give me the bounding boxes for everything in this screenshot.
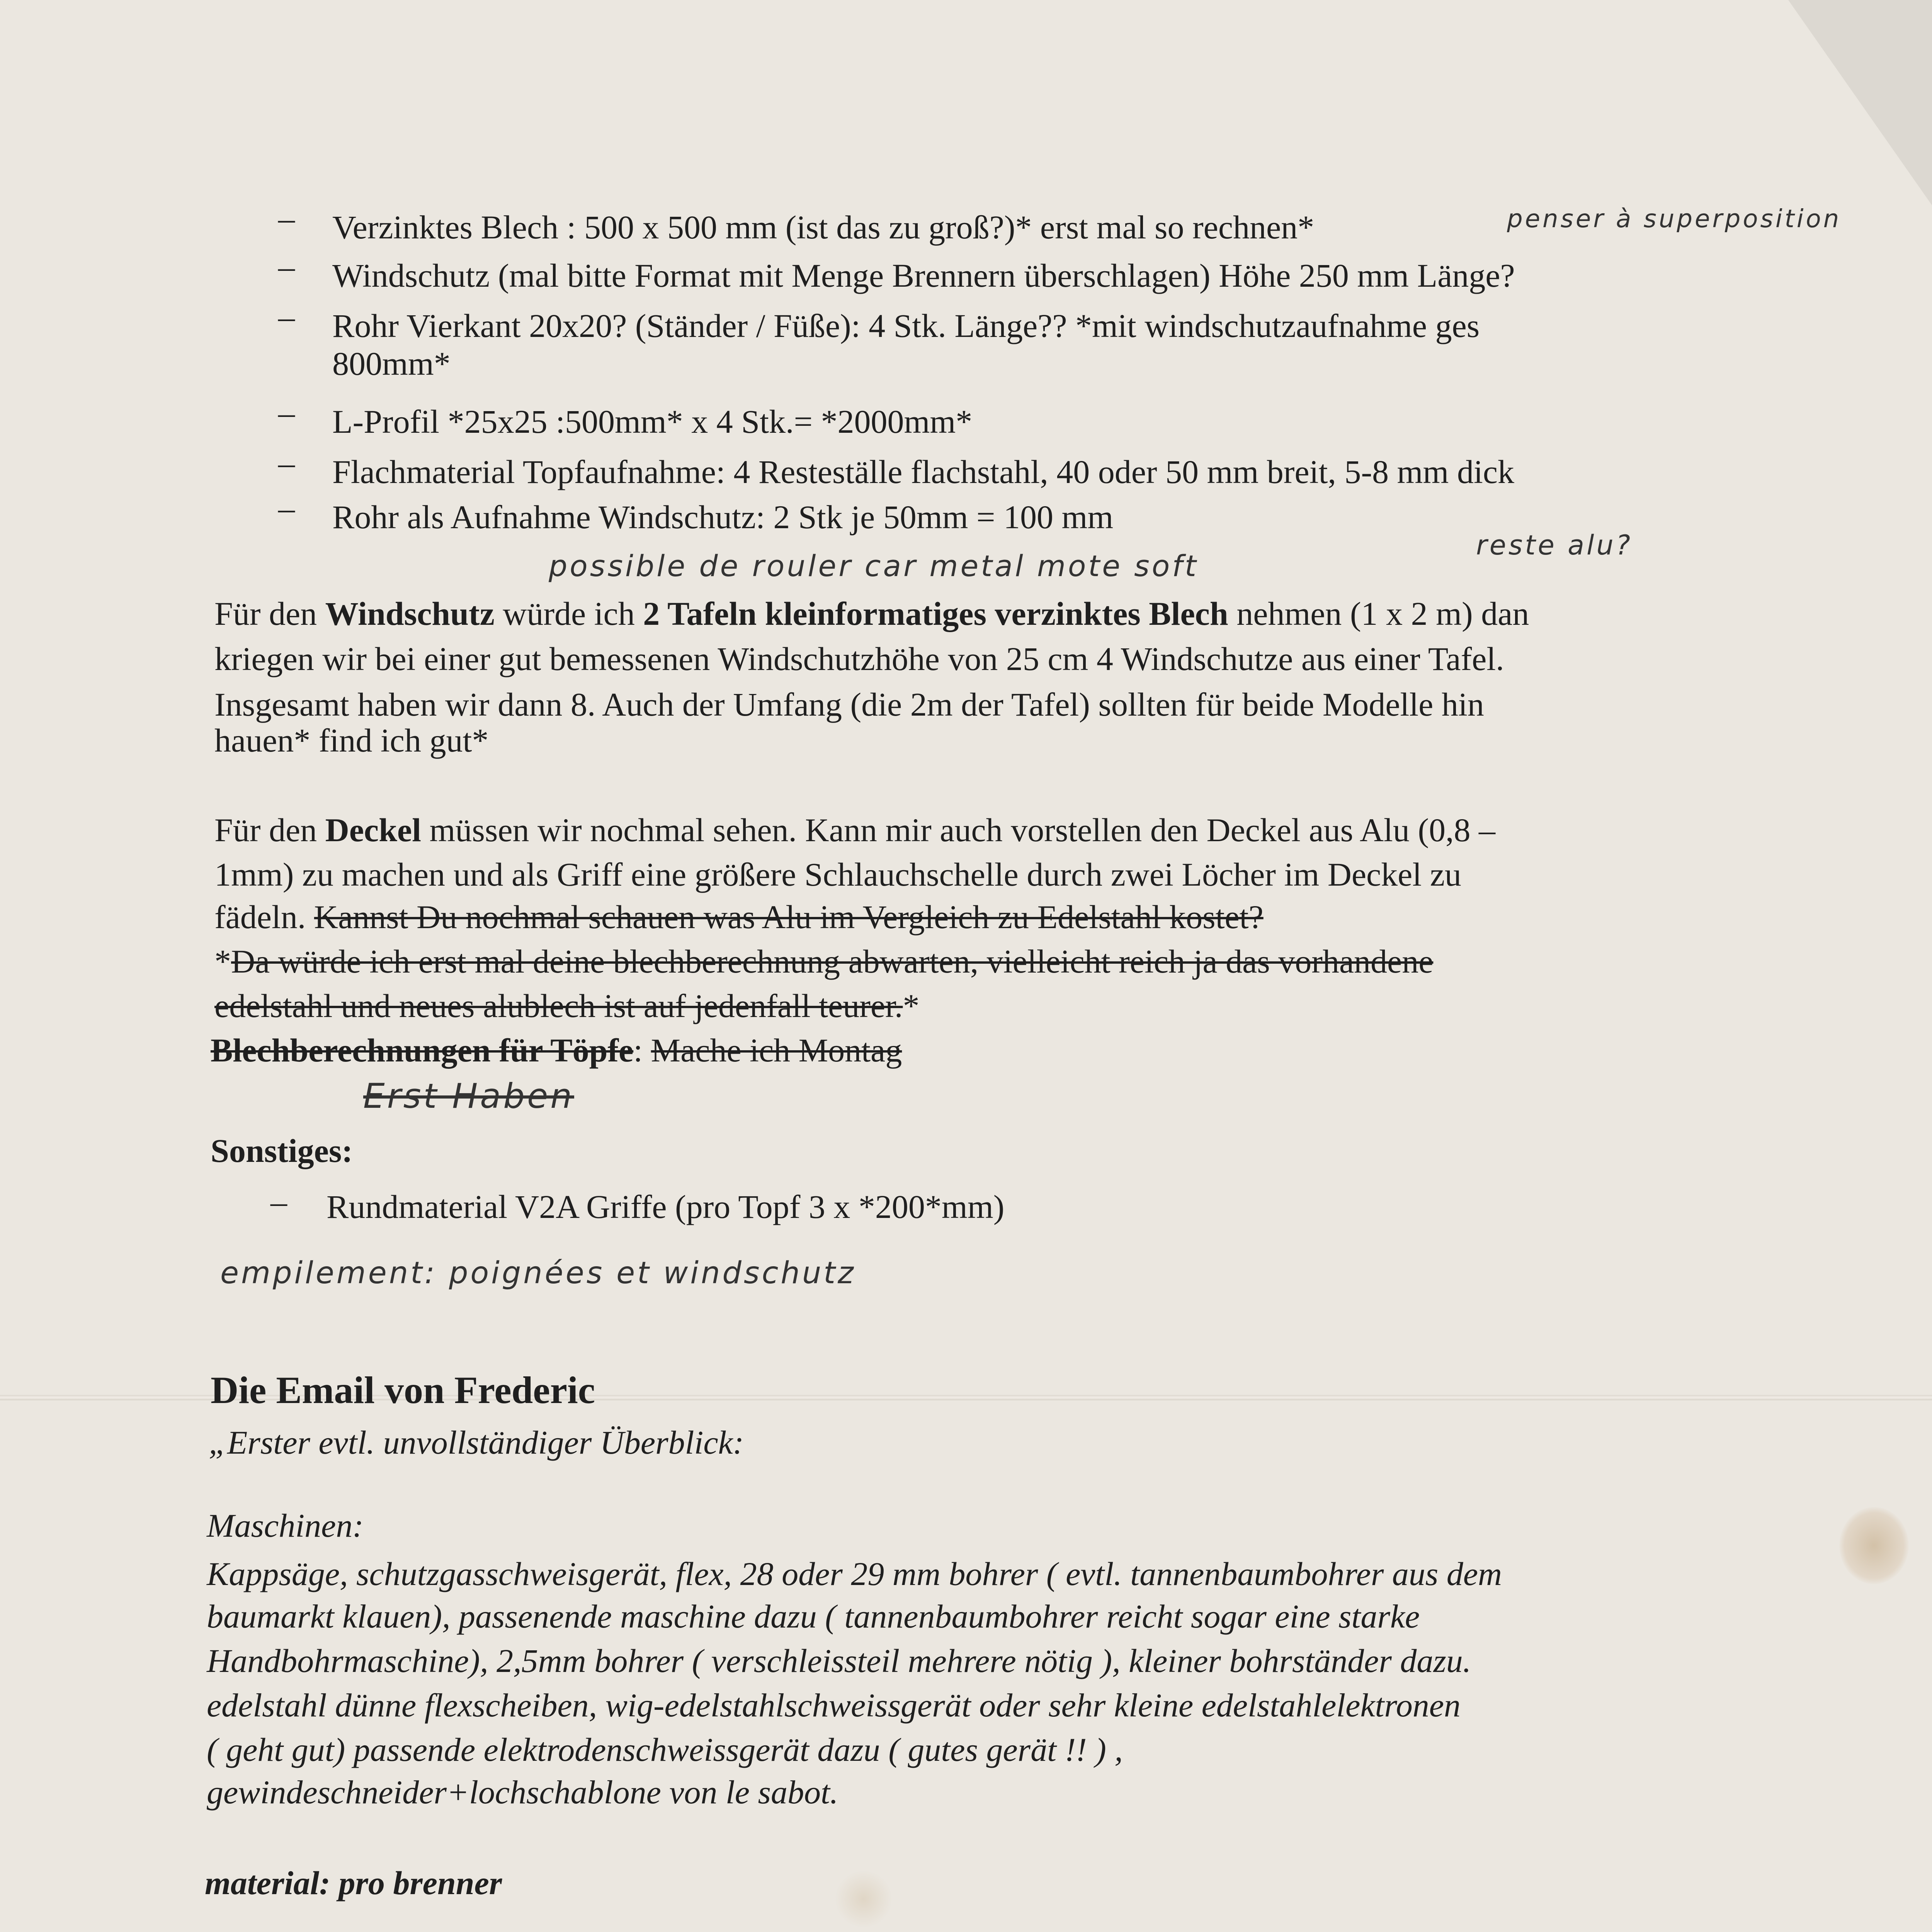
text-bold: 2 Tafeln kleinformatiges verzinktes Blech (643, 595, 1228, 632)
text-struck: edelstahl und neues alublech ist auf jedenfall teurer. (214, 987, 903, 1024)
text-struck: Kannst Du nochmal schauen was Alu im Vergleich zu Edelstahl kostet? (314, 898, 1264, 935)
section-heading: Die Email von Frederic (211, 1369, 595, 1412)
text: fädeln. (214, 898, 314, 935)
handwritten-note: empilement: poignées et windschutz (220, 1256, 856, 1291)
list-item: Rohr Vierkant 20x20? (Ständer / Füße): 4 Stk. Länge?? *mit windschutzaufnahme ges (332, 307, 1480, 344)
paragraph-line: Kappsäge, schutzgasschweisgerät, flex, 28 oder 29 mm bohrer ( evtl. tannenbaumbohrer aus dem (207, 1555, 1502, 1592)
paragraph-line (214, 813, 1495, 847)
text: würde ich (494, 595, 643, 632)
text: Für den (214, 811, 325, 849)
paragraph-line: Handbohrmaschine), 2,5mm bohrer ( verschleissteil mehrere nötig ), kleiner bohrständer dazu. (207, 1642, 1471, 1679)
paragraph-line (214, 945, 1433, 978)
text-bold: Deckel (325, 811, 421, 849)
paragraph-line: kriegen wir bei einer gut bemessenen Windschutzhöhe von 25 cm 4 Windschutze aus einer Tafel. (214, 640, 1504, 677)
list-item: Verzinktes Blech : 500 x 500 mm (ist das zu groß?)* erst mal so rechnen* (332, 209, 1315, 246)
list-dash: – (278, 444, 295, 481)
list-dash: – (278, 298, 295, 335)
list-dash: – (278, 394, 295, 431)
list-item-cont: 800mm* (332, 345, 451, 382)
paragraph-line (214, 900, 1264, 934)
folded-corner (1788, 0, 1932, 232)
text: * (214, 943, 231, 980)
paragraph-line: hauen* find ich gut* (214, 722, 489, 759)
paragraph-line: gewindeschneider+lochschablone von le sabot. (207, 1774, 838, 1811)
list-item: L-Profil *25x25 :500mm* x 4 Stk.= *2000mm* (332, 403, 973, 440)
handwritten-note: penser à superposition (1507, 205, 1842, 233)
list-dash: – (278, 248, 295, 285)
list-item: Flachmaterial Topfaufnahme: 4 Resteställe flachstahl, 40 oder 50 mm breit, 5-8 mm dick (332, 453, 1514, 490)
text: * (903, 987, 920, 1024)
list-dash: – (278, 490, 295, 527)
subheading: material: pro brenner (205, 1864, 502, 1901)
text: nehmen (1 x 2 m) dan (1228, 595, 1529, 632)
text-bold: Windschutz (325, 595, 495, 632)
paragraph-line (211, 1034, 902, 1067)
paragraph-line: baumarkt klauen), passenende maschine dazu ( tannenbaumbohrer reicht sogar eine starke (207, 1598, 1420, 1635)
handwritten-note: reste alu? (1476, 529, 1633, 561)
section-heading: Sonstiges: (211, 1132, 353, 1169)
email-intro: „Erster evtl. unvollständiger Überblick: (209, 1424, 744, 1461)
list-item: Rundmaterial V2A Griffe (pro Topf 3 x *200*mm) (327, 1188, 1005, 1225)
paragraph-line: edelstahl dünne flexscheiben, wig-edelstahlschweissgerät oder sehr kleine edelstahlelektronen (207, 1687, 1461, 1724)
subheading: Maschinen: (207, 1507, 364, 1544)
text: : (633, 1032, 651, 1069)
list-item: Rohr als Aufnahme Windschutz: 2 Stk je 50mm = 100 mm (332, 498, 1114, 536)
paragraph-line (214, 989, 919, 1022)
coffee-stain (1839, 1507, 1909, 1584)
list-dash: – (278, 200, 295, 237)
paragraph-line: 1mm) zu machen und als Griff eine größere Schlauchschelle durch zwei Löcher im Deckel zu (214, 856, 1461, 893)
text-struck: Da würde ich erst mal deine blechberechnung abwarten, vielleicht reich ja das vorhandene (231, 943, 1434, 980)
faint-stain (835, 1870, 893, 1928)
text-struck: Mache ich Montag (651, 1032, 902, 1069)
paragraph-line (214, 597, 1529, 630)
text-bold-struck: Blechberechnungen für Töpfe (211, 1032, 634, 1069)
list-item: Windschutz (mal bitte Format mit Menge Brennern überschlagen) Höhe 250 mm Länge? (332, 257, 1515, 294)
paragraph-line: ( geht gut) passende elektrodenschweissgerät dazu ( gutes gerät !! ) , (207, 1731, 1123, 1768)
handwritten-note: possible de rouler car metal mote soft (549, 549, 1199, 583)
text: Für den (214, 595, 325, 632)
paragraph-line: Insgesamt haben wir dann 8. Auch der Umfang (die 2m der Tafel) sollten für beide Modelle hin (214, 686, 1484, 723)
handwritten-note: Erst Haben (363, 1076, 574, 1116)
list-dash: – (270, 1183, 287, 1220)
text: müssen wir nochmal sehen. Kann mir auch vorstellen den Deckel aus Alu (0,8 – (421, 811, 1495, 849)
